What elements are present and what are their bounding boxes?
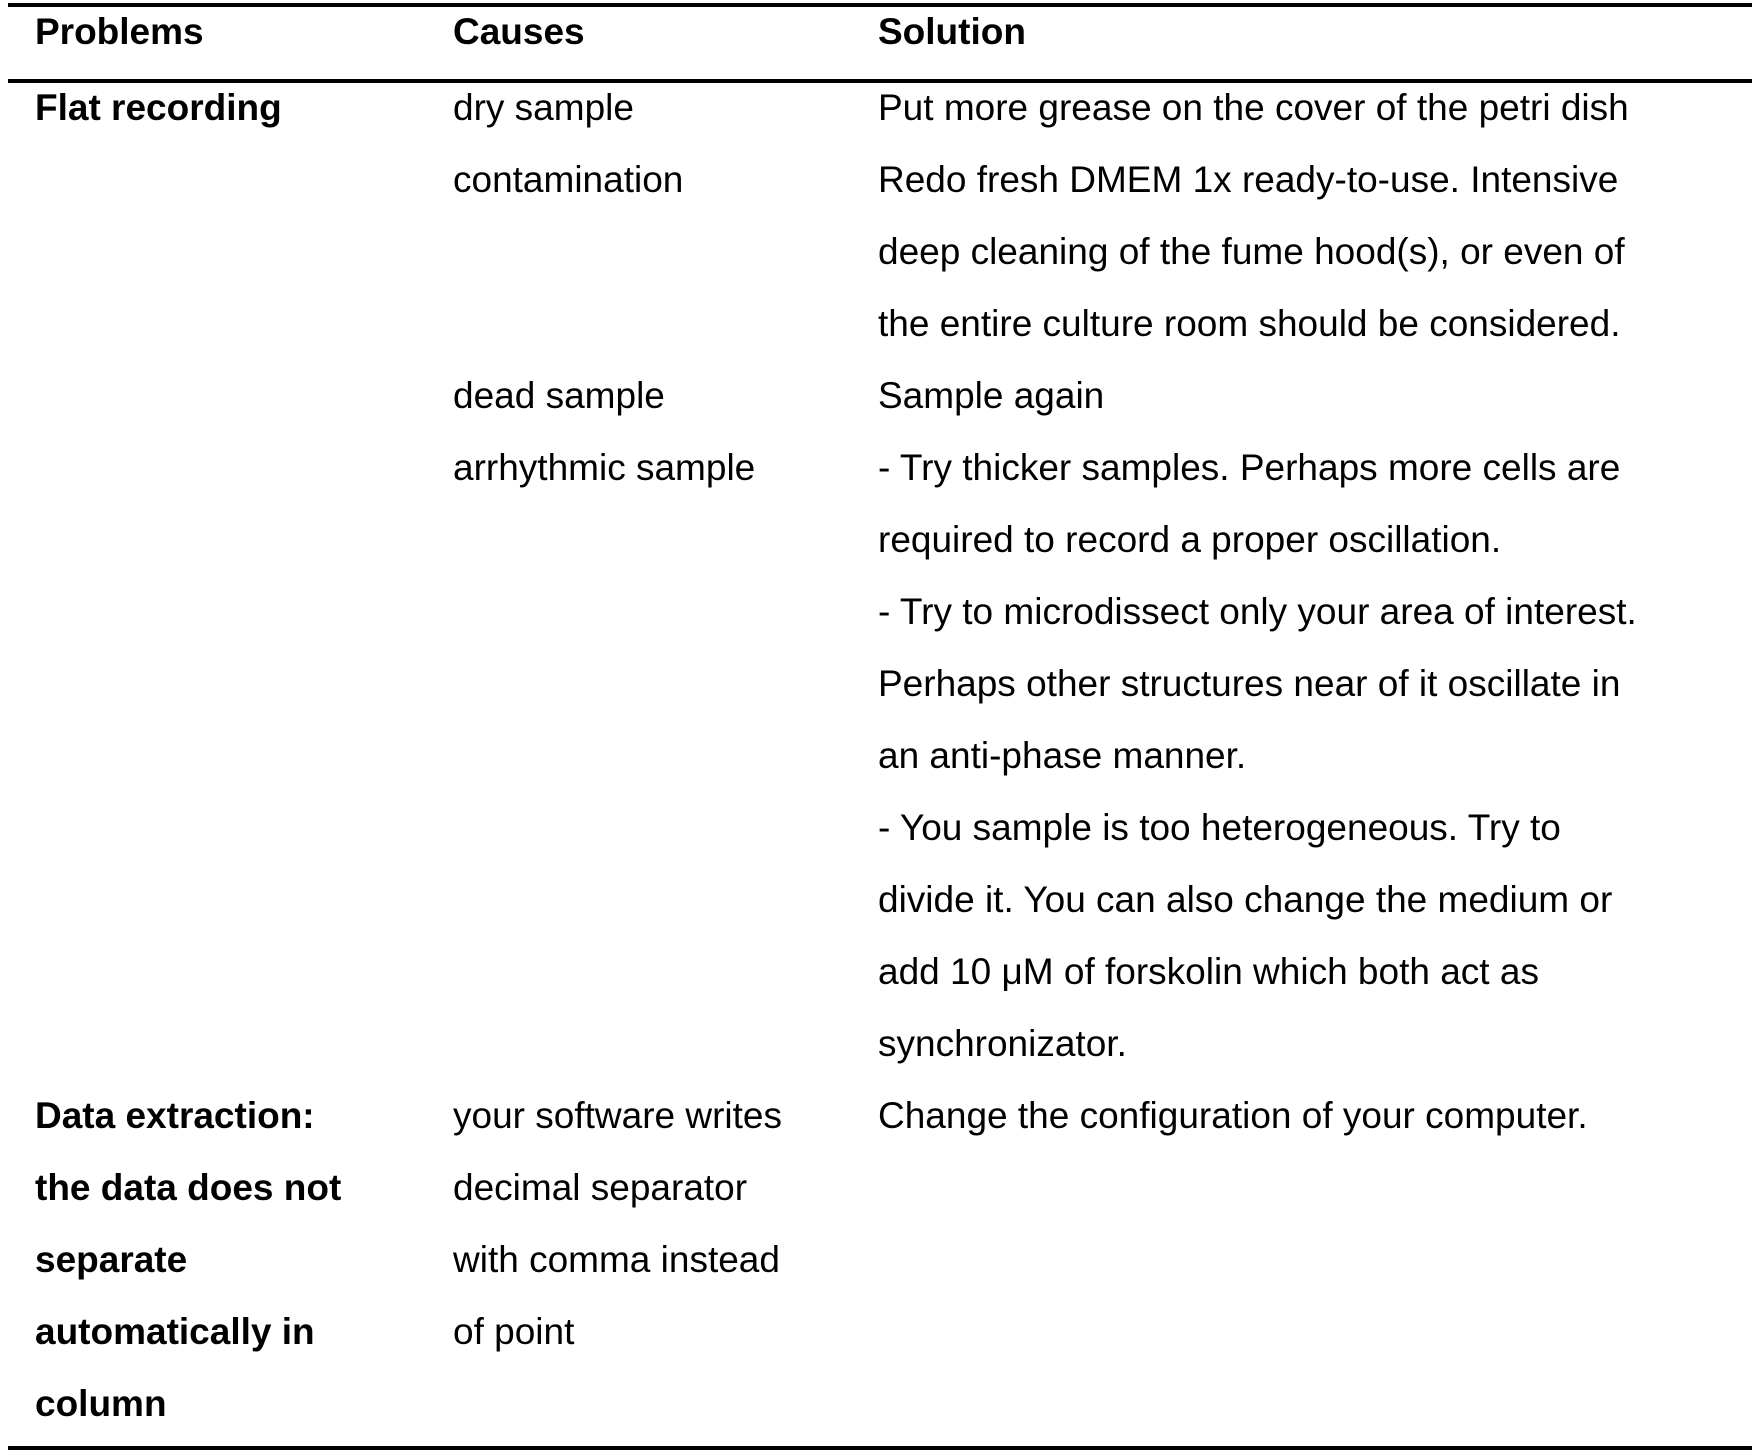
problem-line: Data extraction: bbox=[35, 1095, 315, 1136]
solution-cell bbox=[878, 72, 1629, 144]
cause-cell bbox=[453, 72, 634, 144]
problem-cell bbox=[35, 1080, 341, 1440]
solution-line: - Try to microdissect only your area of interest. bbox=[878, 591, 1637, 632]
solution-line: - You sample is too heterogeneous. Try to bbox=[878, 807, 1561, 848]
table-bottom-rule bbox=[8, 1446, 1752, 1450]
solution-cell bbox=[878, 432, 1637, 1080]
cause-line: your software writes bbox=[453, 1095, 782, 1136]
problem-cell bbox=[35, 72, 282, 144]
solution-line: synchronizator. bbox=[878, 1023, 1127, 1064]
cause-cell bbox=[453, 360, 665, 432]
solution-line: Perhaps other structures near of it oscillate in bbox=[878, 663, 1621, 704]
solution-line: Redo fresh DMEM 1x ready-to-use. Intensive bbox=[878, 159, 1619, 200]
cause-cell bbox=[453, 432, 755, 504]
cause-cell bbox=[453, 144, 683, 216]
solution-line: required to record a proper oscillation. bbox=[878, 519, 1502, 560]
problem-line: column bbox=[35, 1383, 167, 1424]
header-causes: Causes bbox=[453, 11, 585, 52]
cause-line: contamination bbox=[453, 159, 684, 200]
solution-line: Change the configuration of your computer. bbox=[878, 1095, 1588, 1136]
problem-line: automatically in bbox=[35, 1311, 315, 1352]
cause-line: decimal separator bbox=[453, 1167, 748, 1208]
cause-line: dead sample bbox=[453, 375, 665, 416]
problem-line: Flat recording bbox=[35, 87, 282, 128]
cause-line: arrhythmic sample bbox=[453, 447, 756, 488]
header-solution: Solution bbox=[878, 11, 1026, 52]
solution-line: the entire culture room should be considered. bbox=[878, 303, 1621, 344]
problem-line: separate bbox=[35, 1239, 188, 1280]
solution-line: an anti-phase manner. bbox=[878, 735, 1247, 776]
solution-line: add 10 μM of forskolin which both act as bbox=[878, 951, 1539, 992]
solution-line: Put more grease on the cover of the petri dish bbox=[878, 87, 1629, 128]
solution-cell bbox=[878, 360, 1104, 432]
cause-line: with comma instead bbox=[453, 1239, 780, 1280]
cause-line: dry sample bbox=[453, 87, 634, 128]
cause-line: of point bbox=[453, 1311, 575, 1352]
solution-line: Sample again bbox=[878, 375, 1105, 416]
solution-line: deep cleaning of the fume hood(s), or even of bbox=[878, 231, 1625, 272]
solution-line: divide it. You can also change the medium or bbox=[878, 879, 1613, 920]
header-problems: Problems bbox=[35, 11, 204, 52]
solution-cell bbox=[878, 144, 1625, 360]
problem-line: the data does not bbox=[35, 1167, 342, 1208]
cause-cell bbox=[453, 1080, 782, 1368]
solution-cell bbox=[878, 1080, 1588, 1152]
solution-line: - Try thicker samples. Perhaps more cells are bbox=[878, 447, 1621, 488]
